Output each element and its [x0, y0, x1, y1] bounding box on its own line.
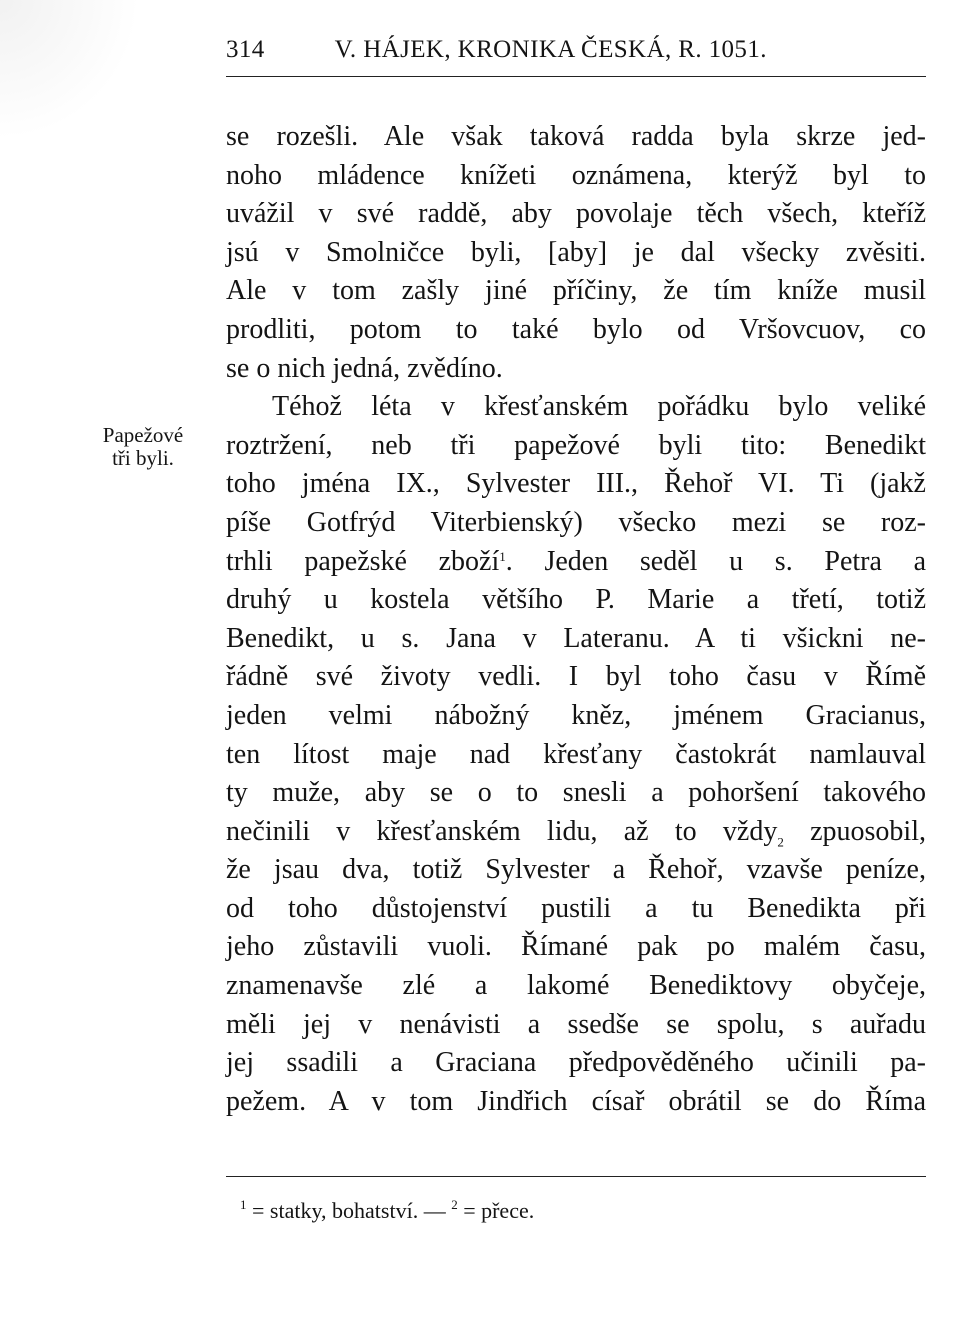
paragraph-start-line: Téhož léta v křesťanském pořádku bylo veliké [272, 391, 926, 423]
text-line: jeden velmi nábožný kněz, jménem Gracianus, [226, 699, 926, 731]
text-line: od toho důstojenství pustili a tu Benedikta při [226, 892, 926, 924]
text-segment: zpuosobil, [783, 815, 926, 847]
text-segment: . Jeden seděl u s. Petra a [505, 545, 927, 577]
text-line: měli jej v nenávisti a ssedše se spolu, s auřadu [226, 1008, 926, 1040]
text-line: Benedikt, u s. Jana v Lateranu. A ti všickni ne- [226, 622, 926, 654]
header-rule [226, 76, 926, 77]
text-line: toho jména IX., Sylvester III., Řehoř VI. Ti (jakž [226, 468, 926, 500]
text-line: jej ssadili a Graciana předpověděného učinili pa- [226, 1047, 926, 1079]
marginal-note-line: Papežové [102, 423, 184, 447]
footnote-ref: 1 [499, 548, 506, 564]
text-line: Ale v tom zašly jiné příčiny, že tím kníže musil [226, 275, 926, 307]
text-line: píše Gotfrýd Viterbienský) všecko mezi se roz- [226, 506, 926, 538]
text-line: roztržení, neb tři papežové byli tito: Benedikt [226, 429, 926, 461]
text-line: pežem. A v tom Jindřich císař obrátil se do Říma [226, 1085, 926, 1117]
text-line: řádně své životy vedli. I byl toho času v Římě [226, 661, 926, 693]
text-line-with-footnote [226, 813, 926, 852]
text-line: prodliti, potom to také bylo od Vršovcuov, co [226, 313, 926, 345]
footnote-text: = přece. [457, 1198, 535, 1223]
text-line: jsú v Smolničce byli, [aby] je dal všecky zvěsiti. [226, 236, 926, 268]
text-line: znamenavše zlé a lakomé Benediktovy obyčeje, [226, 970, 926, 1002]
footnote-ref: 2 [777, 834, 784, 850]
text-line: se rozešli. Ale však taková radda byla skrze jed- [226, 121, 926, 152]
text-line: uvážil v své raddě, aby povolaje těch všech, kteříž [226, 198, 926, 230]
marginal-note [78, 424, 208, 470]
text-line: druhý u kostela většího P. Marie a třetí, totiž [226, 584, 926, 616]
footnote-mark: 1 [240, 1197, 247, 1212]
body-text [226, 118, 926, 1121]
footnote-rule [226, 1176, 926, 1177]
running-header [226, 36, 926, 72]
text-line: ten lítost maje nad křesťany častokrát namlauval [226, 738, 926, 770]
text-line: jeho zůstavili vuoli. Římané pak po malém času, [226, 931, 926, 963]
footnote-text: = statky, bohatství. — [246, 1198, 452, 1223]
text-segment: nečinili v křesťanském lidu, až to vždy [226, 815, 778, 847]
text-line: se o nich jedná, zvědíno. [226, 352, 503, 384]
text-line: že jsau dva, totiž Sylvester a Řehoř, vzavše peníze, [226, 854, 926, 886]
text-line: noho mládence knížeti oznámena, kterýž byl to [226, 159, 926, 191]
marginal-note-line: tři byli. [112, 446, 174, 470]
footnote-mark: 2 [451, 1197, 458, 1212]
text-line-with-footnote [226, 543, 926, 582]
running-title: V. HÁJEK, KRONIKA ČESKÁ, R. 1051. [334, 36, 767, 63]
footnote [240, 1198, 900, 1224]
text-segment: trhli papežské zboží [226, 545, 500, 577]
scan-shading [0, 0, 140, 140]
page-number: 314 [226, 36, 265, 63]
text-line: ty muže, aby se o to snesli a pohoršení takového [226, 777, 926, 809]
